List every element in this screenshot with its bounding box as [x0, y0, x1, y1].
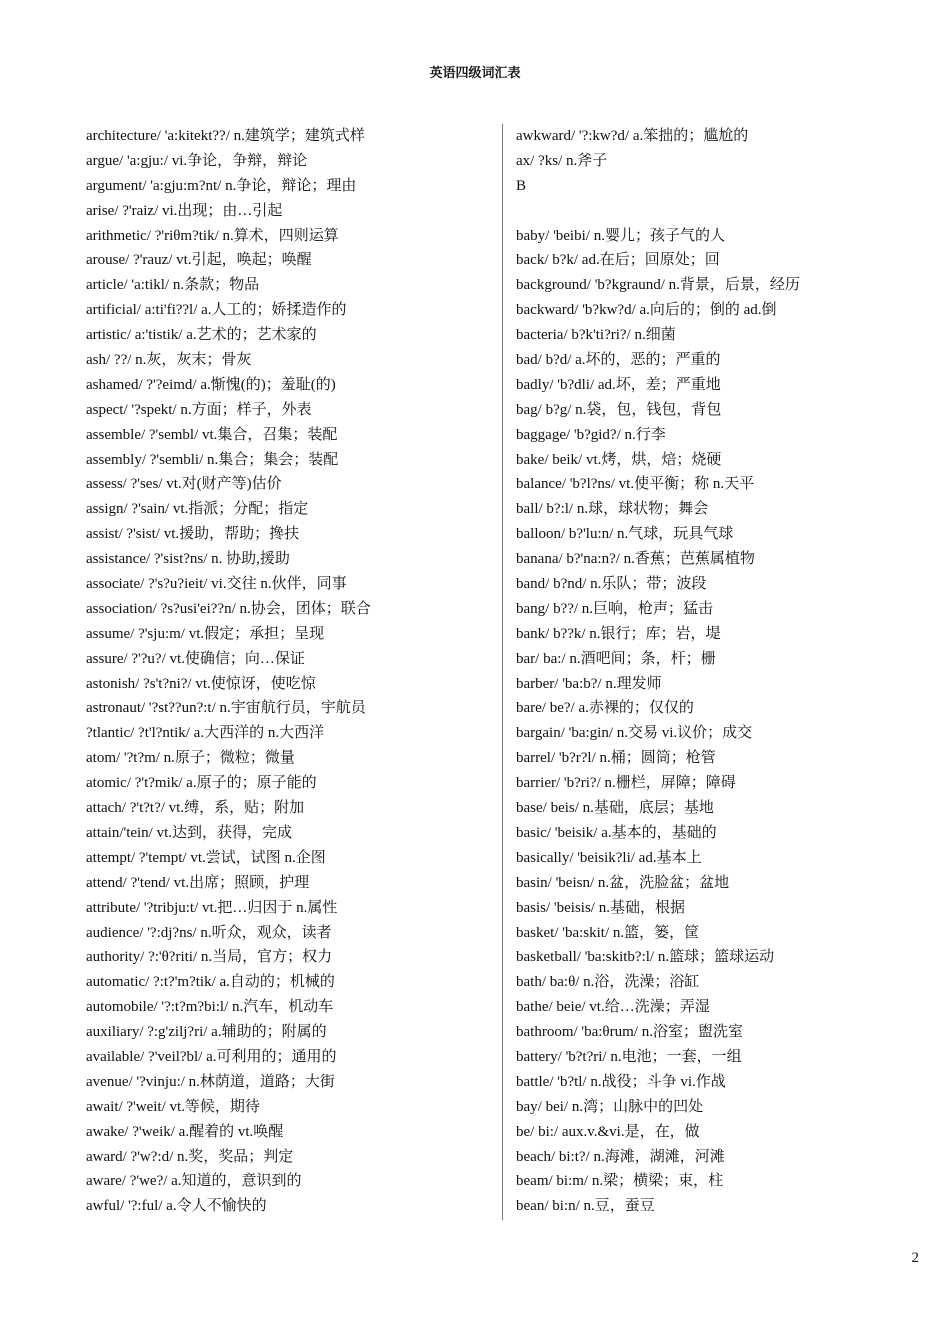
- vocabulary-entry: aware/ ?'we?/ a.知道的，意识到的: [86, 1173, 302, 1190]
- vocabulary-entry: bad/ b?d/ a.坏的，恶的；严重的: [516, 352, 721, 369]
- vocabulary-entry: arouse/ ?'rauz/ vt.引起，唤起；唤醒: [86, 252, 312, 269]
- vocabulary-entry: astronaut/ '?st??un?:t/ n.宇宙航行员，宇航员: [86, 700, 366, 717]
- page-title: 英语四级词汇表: [429, 66, 521, 81]
- vocabulary-entry: bare/ be?/ a.赤裸的；仅仅的: [516, 700, 694, 717]
- vocabulary-entry: astonish/ ?s't?ni?/ vt.使惊讶，使吃惊: [86, 675, 316, 692]
- vocabulary-entry: auxiliary/ ?:g'zilj?ri/ a.辅助的；附属的: [86, 1024, 327, 1041]
- vocabulary-entry: bag/ b?g/ n.袋，包，钱包，背包: [516, 401, 722, 418]
- vocabulary-entry: balance/ 'b?l?ns/ vt.使平衡；称 n.天平: [516, 476, 755, 493]
- vocabulary-entry: band/ b?nd/ n.乐队；带；波段: [516, 576, 707, 593]
- vocabulary-entry: assist/ ?'sist/ vt.援助，帮助；搀扶: [86, 526, 300, 543]
- vocabulary-entry: bank/ b??k/ n.银行；库；岩，堤: [516, 625, 721, 642]
- vocabulary-entry: baby/ 'beibi/ n.婴儿；孩子气的人: [516, 227, 725, 244]
- vocabulary-entry: assistance/ ?'sist?ns/ n. 协助,援助: [86, 551, 290, 568]
- vocabulary-entry: back/ b?k/ ad.在后；回原处；回: [516, 252, 720, 269]
- vocabulary-entry: be/ bi:/ aux.v.&vi.是，在，做: [516, 1123, 700, 1140]
- vocabulary-entry: attribute/ '?tribju:t/ vt.把…归因于 n.属性: [86, 899, 338, 916]
- vocabulary-entry: bake/ beik/ vt.烤，烘，焙；烧硬: [516, 451, 722, 468]
- vocabulary-entry: background/ 'b?kgraund/ n.背景，后景，经历: [516, 277, 800, 294]
- vocabulary-entry: ball/ b?:l/ n.球，球状物；舞会: [516, 501, 709, 518]
- vocabulary-entry: bargain/ 'ba:gin/ n.交易 vi.议价；成交: [516, 725, 753, 742]
- vocabulary-entry: base/ beis/ n.基础，底层；基地: [516, 800, 714, 817]
- vocabulary-entry: barber/ 'ba:b?/ n.理发师: [516, 675, 662, 692]
- vocabulary-entry: award/ ?'w?:d/ n.奖，奖品；判定: [86, 1148, 294, 1165]
- vocabulary-entry: argue/ 'a:gju:/ vi.争论，争辩，辩论: [86, 152, 308, 169]
- vocabulary-entry: association/ ?s?usi'ei??n/ n.协会，团体；联合: [86, 600, 371, 617]
- vocabulary-entry: beam/ bi:m/ n.梁；横梁；束，柱: [516, 1173, 724, 1190]
- column-divider: [502, 124, 503, 1220]
- vocabulary-entry: bang/ b??/ n.巨响，枪声；猛击: [516, 600, 714, 617]
- vocabulary-entry: barrel/ 'b?r?l/ n.桶；圆筒；枪管: [516, 750, 716, 767]
- vocabulary-entry: basket/ 'ba:skit/ n.篮，篓，筐: [516, 924, 700, 941]
- vocabulary-entry: awkward/ '?:kw?d/ a.笨拙的；尴尬的: [516, 128, 749, 144]
- vocabulary-entry: attend/ ?'tend/ vt.出席；照顾，护理: [86, 874, 310, 891]
- vocabulary-entry: assume/ ?'sju:m/ vt.假定；承担；呈现: [86, 625, 325, 642]
- vocabulary-entry: ax/ ?ks/ n.斧子: [516, 152, 608, 169]
- vocabulary-column-left: [86, 124, 494, 1219]
- vocabulary-entry: battle/ 'b?tl/ n.战役；斗争 vi.作战: [516, 1073, 726, 1090]
- vocabulary-entry: bay/ bei/ n.湾；山脉中的凹处: [516, 1098, 704, 1115]
- vocabulary-entry: atom/ '?t?m/ n.原子；微粒；微量: [86, 750, 295, 767]
- vocabulary-entry: barrier/ 'b?ri?/ n.栅栏，屏障；障碍: [516, 775, 736, 792]
- vocabulary-entry: arithmetic/ ?'riθm?tik/ n.算术，四则运算: [86, 227, 339, 244]
- vocabulary-entry: atomic/ ?'t?mik/ a.原子的；原子能的: [86, 775, 317, 792]
- vocabulary-entry: ash/ ??/ n.灰，灰末；骨灰: [86, 352, 252, 369]
- vocabulary-entry: await/ ?'weit/ vt.等候，期待: [86, 1098, 260, 1115]
- vocabulary-entry: associate/ ?'s?u?ieit/ vi.交往 n.伙伴，同事: [86, 576, 347, 593]
- vocabulary-entry: basketball/ 'ba:skitb?:l/ n.篮球；篮球运动: [516, 949, 775, 966]
- vocabulary-entry: awful/ '?:ful/ a.令人不愉快的: [86, 1198, 267, 1215]
- vocabulary-entry: arise/ ?'raiz/ vi.出现；由…引起: [86, 202, 283, 219]
- vocabulary-entry: banana/ b?'na:n?/ n.香蕉；芭蕉属植物: [516, 551, 755, 568]
- vocabulary-entry: bath/ ba:θ/ n.浴，洗澡；浴缸: [516, 974, 700, 991]
- vocabulary-entry: audience/ '?:dj?ns/ n.听众，观众，读者: [86, 924, 332, 941]
- vocabulary-entry: badly/ 'b?dli/ ad.坏，差；严重地: [516, 376, 721, 393]
- vocabulary-entry: battery/ 'b?t?ri/ n.电池；一套，一组: [516, 1048, 742, 1065]
- vocabulary-entry: assemble/ ?'sembl/ vt.集合，召集；装配: [86, 426, 338, 443]
- vocabulary-column-right: [516, 124, 916, 1219]
- vocabulary-entry: assure/ ?'?u?/ vt.使确信；向…保证: [86, 650, 305, 667]
- vocabulary-entry: bathroom/ 'ba:θrum/ n.浴室；盥洗室: [516, 1024, 743, 1041]
- vocabulary-entry: bean/ bi:n/ n.豆，蚕豆: [516, 1198, 655, 1215]
- vocabulary-entry: awake/ ?'weik/ a.醒着的 vt.唤醒: [86, 1123, 284, 1140]
- vocabulary-entry: automatic/ ?:t?'m?tik/ a.自动的；机械的: [86, 974, 335, 991]
- vocabulary-entry: bacteria/ b?k'ti?ri?/ n.细菌: [516, 327, 676, 344]
- vocabulary-entry: assess/ ?'ses/ vt.对(财产等)估价: [86, 476, 282, 493]
- vocabulary-entry: bar/ ba:/ n.酒吧间；条，杆；栅: [516, 650, 716, 667]
- page-number: 2: [911, 1250, 919, 1266]
- vocabulary-entry: baggage/ 'b?gid?/ n.行李: [516, 426, 666, 443]
- vocabulary-entry: beach/ bi:t?/ n.海滩，湖滩，河滩: [516, 1148, 725, 1165]
- vocabulary-entry: architecture/ 'a:kitekt??/ n.建筑学；建筑式样: [86, 128, 365, 144]
- vocabulary-entry: attain/'tein/ vt.达到，获得，完成: [86, 824, 293, 841]
- vocabulary-entry: balloon/ b?'lu:n/ n.气球，玩具气球: [516, 526, 734, 543]
- vocabulary-entry: aspect/ '?spekt/ n.方面；样子，外表: [86, 401, 312, 418]
- vocabulary-entry: article/ 'a:tikl/ n.条款；物品: [86, 277, 260, 294]
- vocabulary-entry: ?tlantic/ ?t'l?ntik/ a.大西洋的 n.大西洋: [86, 725, 325, 742]
- vocabulary-entry: basically/ 'beisik?li/ ad.基本上: [516, 849, 702, 866]
- section-letter-heading: B: [516, 177, 527, 194]
- vocabulary-entry: basis/ 'beisis/ n.基础，根据: [516, 899, 685, 916]
- vocabulary-entry: backward/ 'b?kw?d/ a.向后的；倒的 ad.倒: [516, 302, 777, 319]
- vocabulary-entry: avenue/ '?vinju:/ n.林荫道，道路；大街: [86, 1073, 335, 1090]
- vocabulary-entry: ashamed/ ?'?eimd/ a.惭愧(的)；羞耻(的): [86, 376, 336, 393]
- vocabulary-entry: assembly/ ?'sembli/ n.集合；集会；装配: [86, 451, 339, 468]
- vocabulary-entry: basin/ 'beisn/ n.盆，洗脸盆；盆地: [516, 874, 730, 891]
- vocabulary-entry: bathe/ beie/ vt.给…洗澡；弄湿: [516, 999, 710, 1016]
- vocabulary-entry: artificial/ a:ti'fi??l/ a.人工的；娇揉造作的: [86, 302, 347, 319]
- vocabulary-entry: attempt/ ?'tempt/ vt.尝试，试图 n.企图: [86, 849, 326, 866]
- vocabulary-entry: artistic/ a:'tistik/ a.艺术的；艺术家的: [86, 327, 317, 344]
- vocabulary-entry: basic/ 'beisik/ a.基本的，基础的: [516, 824, 717, 841]
- blank-line: [516, 199, 916, 224]
- vocabulary-entry: available/ ?'veil?bl/ a.可利用的；通用的: [86, 1048, 337, 1065]
- vocabulary-entry: assign/ ?'sain/ vt.指派；分配；指定: [86, 501, 309, 518]
- vocabulary-entry: automobile/ '?:t?m?bi:l/ n.汽车，机动车: [86, 999, 334, 1016]
- vocabulary-entry: attach/ ?'t?t?/ vt.缚，系，贴；附加: [86, 800, 305, 817]
- vocabulary-entry: argument/ 'a:gju:m?nt/ n.争论，辩论；理由: [86, 177, 357, 194]
- vocabulary-entry: authority/ ?:'θ?riti/ n.当局，官方；权力: [86, 949, 333, 966]
